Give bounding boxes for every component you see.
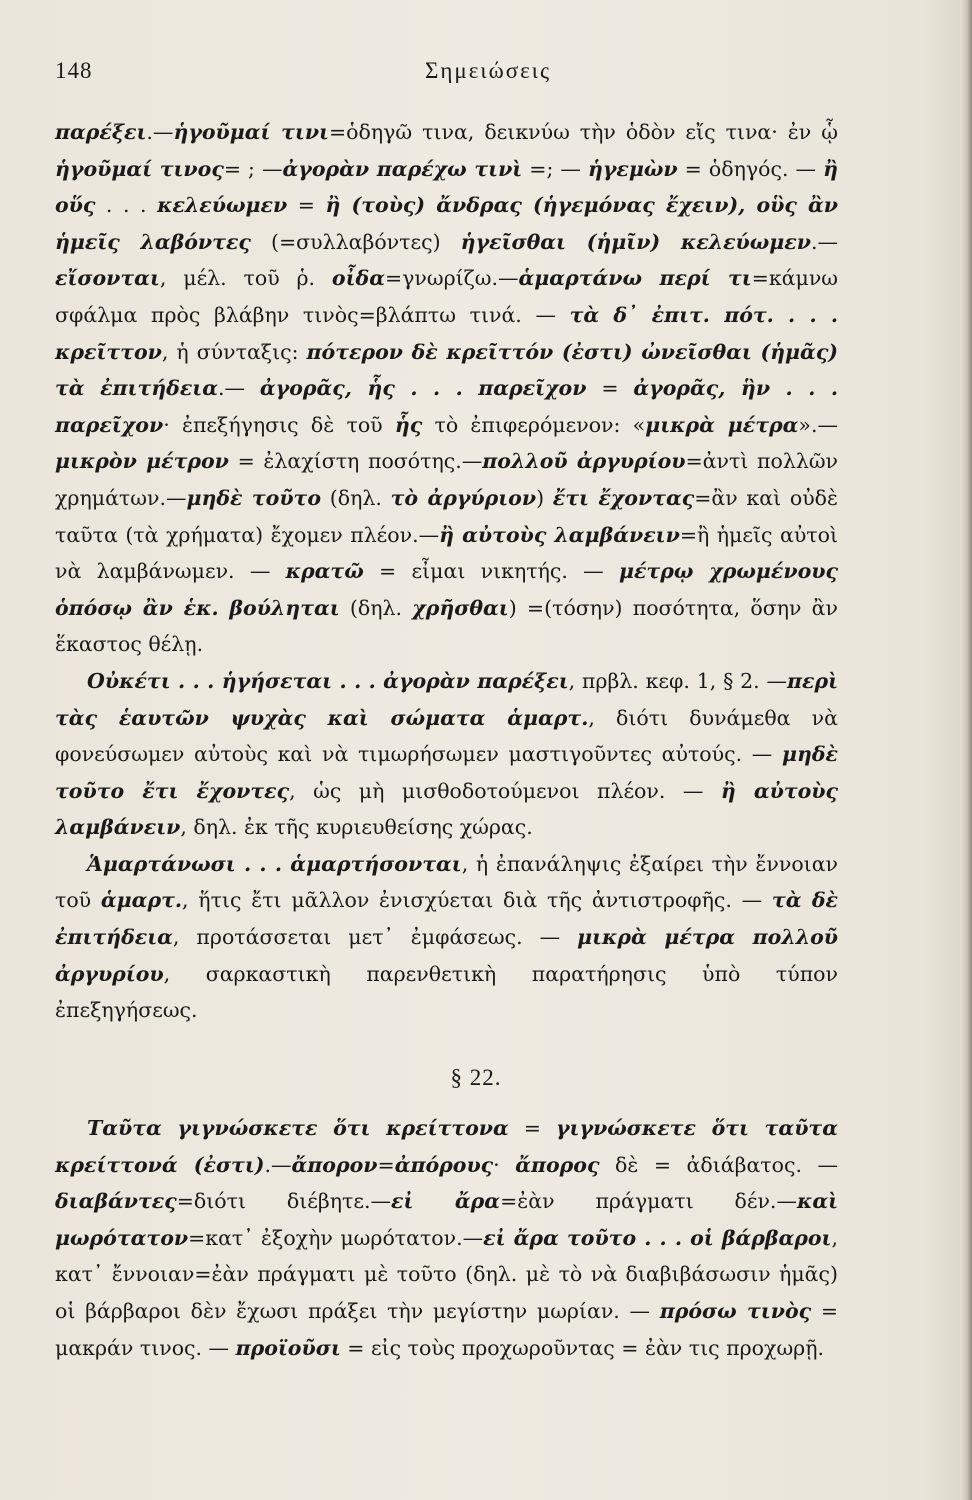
page-edge-shadow [960,0,972,1500]
page-number: 148 [55,58,93,83]
running-head: Σημειώσεις [425,58,552,83]
note-paragraph-3: Ἁμαρτάνωσι . . . ἁμαρτήσονται, ἡ ἐπανάληψις ἐξαίρει τὴν ἔννοιαν τοῦ ἁμαρτ., ἥτις ἔτι μᾶλλον ἐνισχύεται διὰ τῆς ἀντιστροφῆς. — τὰ δὲ ἐπιτήδεια, προτάσσεται μετ᾽ ἐμφάσεως. — μικρὰ μέτρα πολλοῦ ἀργυρίου, σαρκαστικὴ παρενθετικὴ παρατήρησις ὑπὸ τύπον ἐπεξηγήσεως. [55,851,839,1023]
notes-block-2 [55,1110,838,1366]
note-paragraph-2: Οὐκέτι . . . ἡγήσεται . . . ἀγορὰν παρέξει, πρβλ. κεφ. 1, § 2. —περὶ τὰς ἑαυτῶν ψυχὰς καὶ σώματα ἁμαρτ., διότι δυνάμεθα νὰ φονεύσωμεν αὐτοὺς καὶ νὰ τιμωρήσωμεν μαστιγοῦντες αὐτούς. — μηδὲ τοῦτο ἔτι ἔχοντες, ὡς μὴ μισθοδοτούμενοι πλέον. — ἢ αὐτοὺς λαμβάνειν, δηλ. ἐκ τῆς κυριευθείσης χώρας. [55,668,839,840]
note-paragraph-4: Ταῦτα γιγνώσκετε ὅτι κρείττονα = γιγνώσκετε ὅτι ταῦτα κρείττονά (ἐστι).—ἄπορον=ἀπόρους· ἄπορος δὲ = ἀδιάβατος. —διαβάντες=διότι διέβητε.—εἰ ἄρα=ἐὰν πράγματι δέν.—καὶ μωρότατον=κατ᾽ ἐξοχὴν μωρότατον.—εἰ ἄρα τοῦτο . . . οἱ βάρβαροι, κατ᾽ ἔννοιαν=ἐὰν πράγματι μὲ τοῦτο (δηλ. μὲ τὸ νὰ διαβιβάσωσιν ἡμᾶς) οἱ βάρβαροι δὲν ἔχωσι πράξει τὴν μεγίστην μωρίαν. — πρόσω τινὸς = μακράν τινος. — προϊοῦσι = εἰς τοὺς προχωροῦντας = ἐὰν τις προχωρῇ. [55,1116,839,1360]
notes-block-1 [55,114,838,1029]
section-number: § 22. [450,1065,502,1090]
page-header [55,58,915,92]
note-paragraph-1: παρέξει.—ἡγοῦμαί τινι=ὁδηγῶ τινα, δεικνύω τὴν ὁδὸν εἴς τινα· ἐν ᾧ ἡγοῦμαί τινος= ; —ἀγορὰν παρέχω τινὶ =; — ἡγεμὼν = ὁδηγός. — ἢ οὕς . . . κελεύωμεν = ἢ (τοὺς) ἄνδρας (ἡγεμόνας ἔχειν), οὓς ἂν ἡμεῖς λαβόντες (=συλλαβόντες) ἡγεῖσθαι (ἡμῖν) κελεύωμεν.—εἴσονται, μέλ. τοῦ ῥ. οἶδα=γνωρίζω.—ἁμαρτάνω περί τι=κάμνω σφάλμα πρὸς βλάβην τινὸς=βλάπτω τινά. — τὰ δ᾽ ἐπιτ. πότ. . . . κρεῖττον, ἡ σύνταξις: πότερον δὲ κρεῖττόν (ἐστι) ὠνεῖσθαι (ἡμᾶς) τὰ ἐπιτήδεια.— ἀγορᾶς, ἧς . . . παρεῖχον = ἀγορᾶς, ἣν . . . παρεῖχον· ἐπεξήγησις δὲ τοῦ ἧς τὸ ἐπιφερόμενον: «μικρὰ μέτρα».— μικρὸν μέτρον = ἐλαχίστη ποσότης.—πολλοῦ ἀργυρίου=ἀντὶ πολλῶν χρημάτων.—μηδὲ τοῦτο (δηλ. τὸ ἀργύριον) ἔτι ἔχοντας=ἂν καὶ οὐδὲ ταῦτα (τὰ χρήματα) ἔχομεν πλέον.—ἢ αὐτοὺς λαμβάνειν=ἢ ἡμεῖς αὐτοὶ νὰ λαμβάνωμεν. — κρατῶ = εἶμαι νικητής. — μέτρῳ χρωμένους ὁπόσῳ ἂν ἑκ. βούληται (δηλ. χρῆσθαι) =(τόσην) ποσότητα, ὅσην ἂν ἕκαστος θέλῃ. [55,120,839,657]
section-heading [0,1065,972,1091]
